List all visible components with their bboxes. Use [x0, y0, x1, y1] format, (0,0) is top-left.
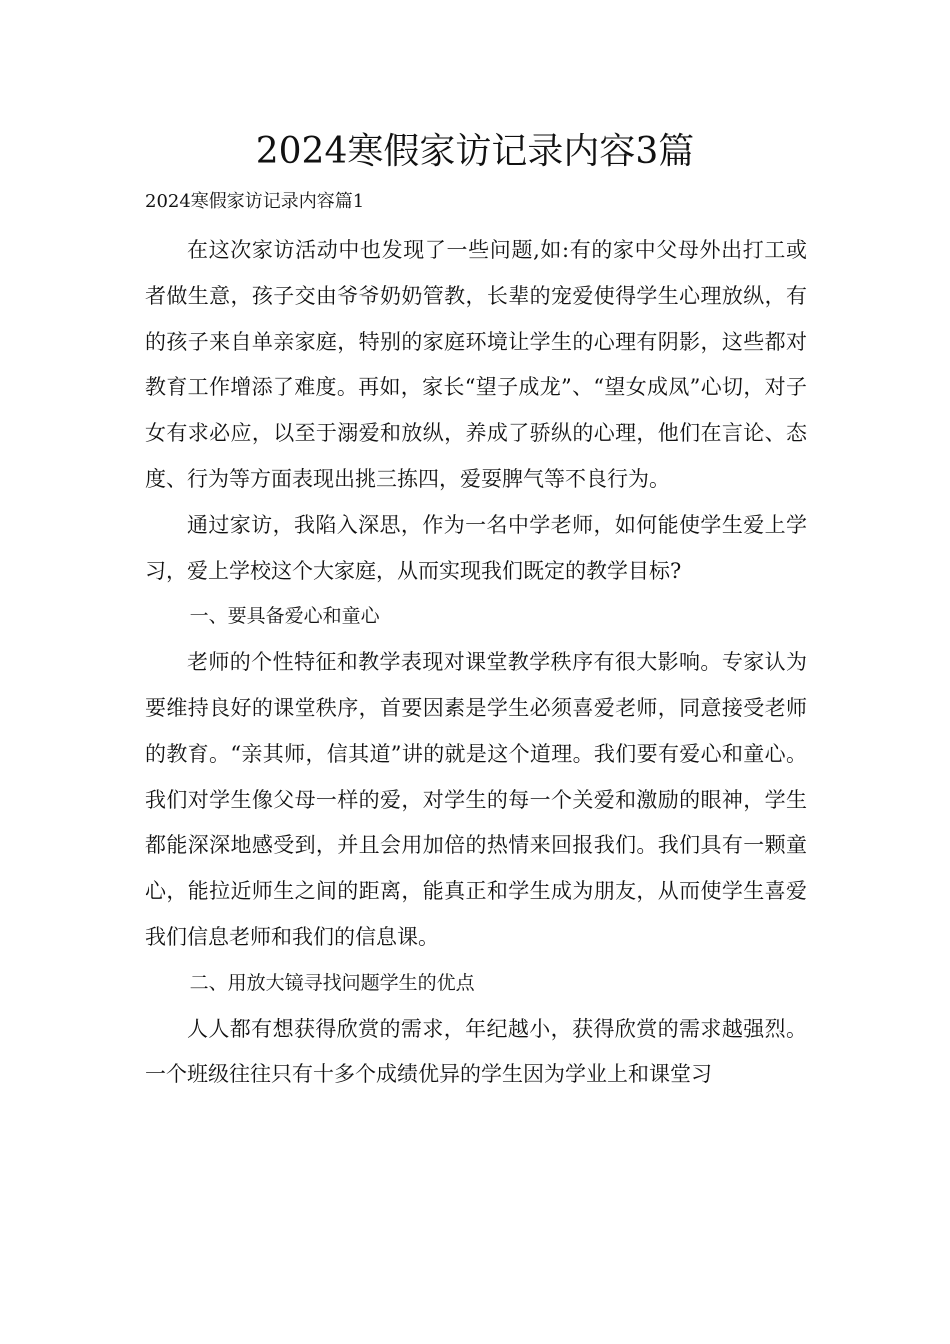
document-body	[145, 228, 807, 1098]
document-title: 2024寒假家访记录内容3篇	[255, 131, 695, 172]
paragraph-4: 人人都有想获得欣赏的需求，年纪越小，获得欣赏的需求越强烈。一个班级往往只有十多个成绩优异的学生因为学业上和课堂习	[145, 1016, 807, 1087]
section-heading-1: 一、要具备爱心和童心	[189, 605, 380, 628]
paragraph-3: 老师的个性特征和教学表现对课堂教学秩序有很大影响。专家认为要维持良好的课堂秩序，首要因素是学生必须喜爱老师，同意接受老师的教育。“亲其师，信其道”讲的就是这个道理。我们要有爱心和童心。我们对学生像父母一样的爱，对学生的每一个关爱和激励的眼神，学生都能深深地感受到，并且会用加倍的热情来回报我们。我们具有一颗童心，能拉近师生之间的距离，能真正和学生成为朋友，从而使学生喜爱我们信息老师和我们的信息课。	[145, 650, 807, 949]
section-heading-2: 二、用放大镜寻找问题学生的优点	[189, 971, 475, 994]
paragraph-1: 在这次家访活动中也发现了一些问题,如:有的家中父母外出打工或者做生意，孩子交由爷爷奶奶管教，长辈的宠爱使得学生心理放纵，有的孩子来自单亲家庭，特别的家庭环境让学生的心理有阴影，这些都对教育工作增添了难度。再如，家长“望子成龙”、“望女成凤”心切，对子女有求必应，以至于溺爱和放纵，养成了骄纵的心理，他们在言论、态度、行为等方面表现出挑三拣四，爱耍脾气等不良行为。	[145, 238, 807, 491]
paragraph-2: 通过家访，我陷入深思，作为一名中学老师，如何能使学生爱上学习，爱上学校这个大家庭，从而实现我们既定的教学目标?	[145, 512, 807, 583]
section-subtitle: 2024寒假家访记录内容篇1	[145, 191, 365, 212]
